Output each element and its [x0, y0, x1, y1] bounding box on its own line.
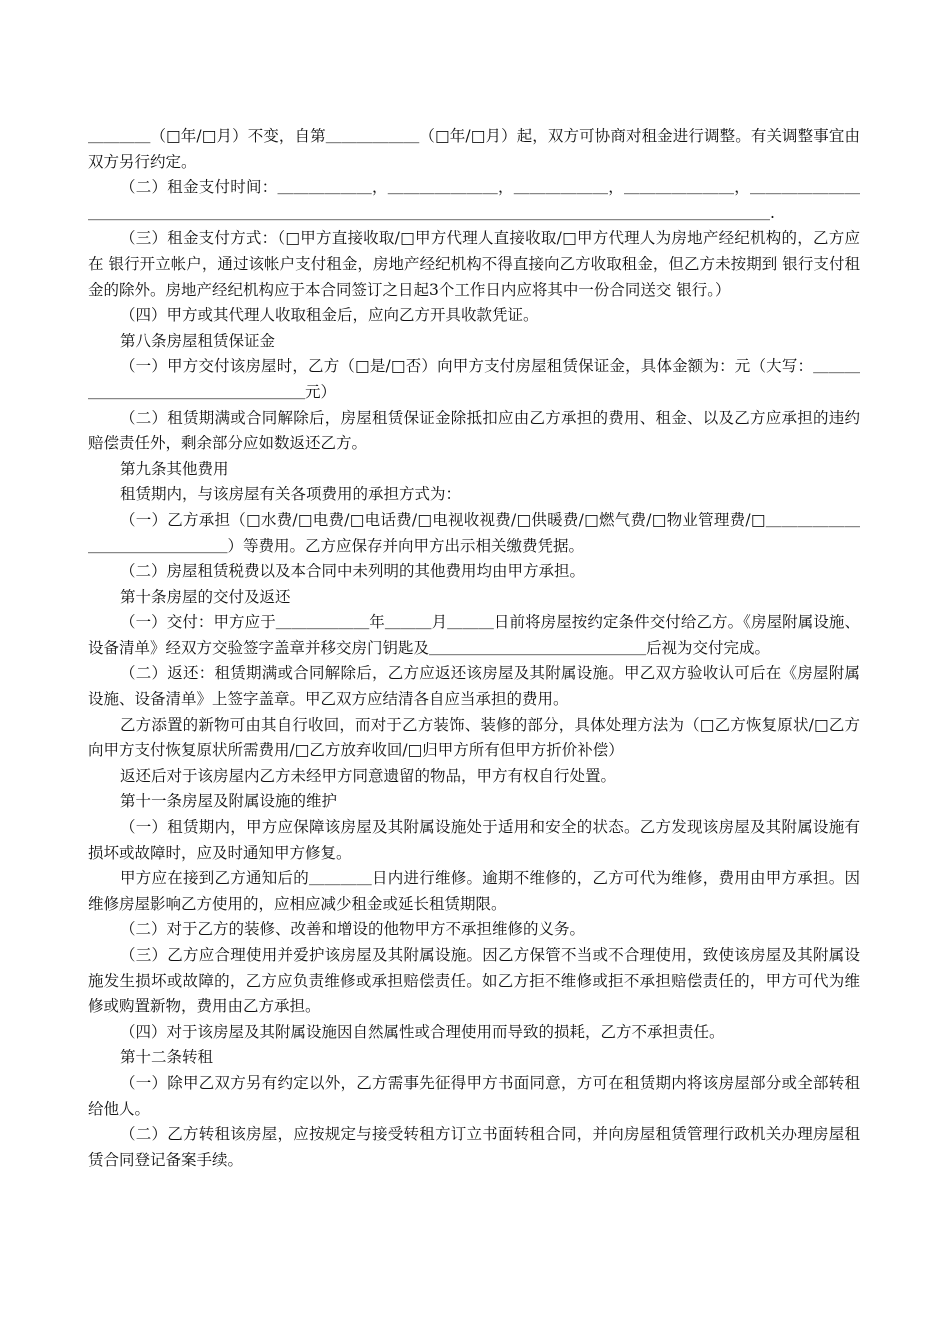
paragraph: ＿＿＿＿（□年/□月）不变，自第＿＿＿＿＿＿（□年/□月）起，双方可协商对租金进行调整。有关调整事宜由双方另行约定。 [88, 127, 860, 171]
section-heading: 第九条其他费用 [120, 459, 229, 478]
paragraph: （四）对于该房屋及其附属设施因自然属性或合理使用而导致的损耗，乙方不承担责任。 [120, 1022, 725, 1041]
section-heading: 第十一条房屋及附属设施的维护 [120, 792, 338, 811]
paragraph: （四）甲方或其代理人收取租金后，应向乙方开具收款凭证。 [120, 306, 539, 325]
section-heading: 第十条房屋的交付及返还 [120, 587, 291, 606]
paragraph: 返还后对于该房屋内乙方未经甲方同意遗留的物品，甲方有权自行处置。 [120, 766, 617, 785]
paragraph: （一）乙方承担（□水费/□电费/□电话费/□电视收视费/□供暖费/□燃气费/□物业管理费/□＿＿＿＿＿＿＿＿＿＿＿＿＿＿＿）等费用。乙方应保存并向甲方出示相关缴费凭据。 [88, 510, 860, 555]
document-page [88, 124, 860, 1173]
paragraph: （一）交付：甲方应于＿＿＿＿＿＿年＿＿＿月＿＿＿日前将房屋按约定条件交付给乙方。《房屋附属设施、设备清单》经双方交验签字盖章并移交房门钥匙及＿＿＿＿＿＿＿＿＿＿＿＿＿＿后视为交付完成。 [88, 613, 860, 657]
paragraph: （二）乙方转租该房屋，应按规定与接受转租方订立书面转租合同，并向房屋租赁管理行政机关办理房屋租赁合同登记备案手续。 [88, 1125, 860, 1169]
paragraph: （一）甲方交付该房屋时，乙方（□是/□否）向甲方支付房屋租赁保证金，具体金额为：元（大写：＿＿＿＿＿＿＿＿＿＿＿＿＿＿＿＿＿元） [88, 357, 860, 401]
paragraph: （二）房屋租赁税费以及本合同中未列明的其他费用均由甲方承担。 [120, 562, 586, 581]
section-heading: 第八条房屋租赁保证金 [120, 331, 276, 350]
paragraph: 乙方添置的新物可由其自行收回，而对于乙方装饰、装修的部分，具体处理方法为（□乙方恢复原状/□乙方向甲方支付恢复原状所需费用/□乙方放弃收回/□归甲方所有但甲方折价补偿） [88, 715, 860, 760]
section-heading: 第十二条转租 [120, 1048, 214, 1067]
paragraph: 租赁期内，与该房屋有关各项费用的承担方式为： [120, 485, 462, 504]
paragraph: （三）乙方应合理使用并爱护该房屋及其附属设施。因乙方保管不当或不合理使用，致使该房屋及其附属设施发生损坏或故障的，乙方应负责维修或承担赔偿责任。如乙方拒不维修或拒不承担赔偿责任的，甲方可代为维修或购置新物，费用由乙方承担。 [88, 946, 860, 1016]
paragraph: （一）租赁期内，甲方应保障该房屋及其附属设施处于适用和安全的状态。乙方发现该房屋及其附属设施有损坏或故障时，应及时通知甲方修复。 [88, 818, 860, 862]
paragraph: （二）返还：租赁期满或合同解除后，乙方应返还该房屋及其附属设施。甲乙双方验收认可后在《房屋附属设施、设备清单》上签字盖章。甲乙双方应结清各自应当承担的费用。 [88, 664, 860, 709]
paragraph: （三）租金支付方式：（□甲方直接收取/□甲方代理人直接收取/□甲方代理人为房地产经纪机构的，乙方应在 银行开立帐户，通过该帐户支付租金，房地产经纪机构不得直接向乙方收取租金，但乙方未按期到 银行支付租金的除外。房地产经纪机构应于本合同签订之日起3个工作日内应将其中一份合同送交 银行。） [88, 229, 860, 299]
paragraph: （一）除甲乙双方另有约定以外，乙方需事先征得甲方书面同意，方可在租赁期内将该房屋部分或全部转租给他人。 [88, 1073, 860, 1118]
paragraph: （二）租金支付时间：＿＿＿＿＿＿，＿＿＿＿＿＿＿，＿＿＿＿＿＿，＿＿＿＿＿＿＿，＿＿＿＿＿＿＿＿＿＿＿＿＿＿＿＿＿＿＿＿＿＿＿＿＿＿＿＿＿＿＿＿＿＿＿＿＿＿＿＿＿＿＿＿＿＿＿＿＿＿＿. [88, 178, 860, 222]
paragraph: （二）对于乙方的装修、改善和增设的他物甲方不承担维修的义务。 [120, 920, 586, 939]
paragraph: 甲方应在接到乙方通知后的＿＿＿＿日内进行维修。逾期不维修的，乙方可代为维修，费用由甲方承担。因维修房屋影响乙方使用的，应相应减少租金或延长租赁期限。 [88, 869, 860, 913]
paragraph: （二）租赁期满或合同解除后，房屋租赁保证金除抵扣应由乙方承担的费用、租金、以及乙方应承担的违约赔偿责任外，剩余部分应如数返还乙方。 [88, 408, 860, 453]
